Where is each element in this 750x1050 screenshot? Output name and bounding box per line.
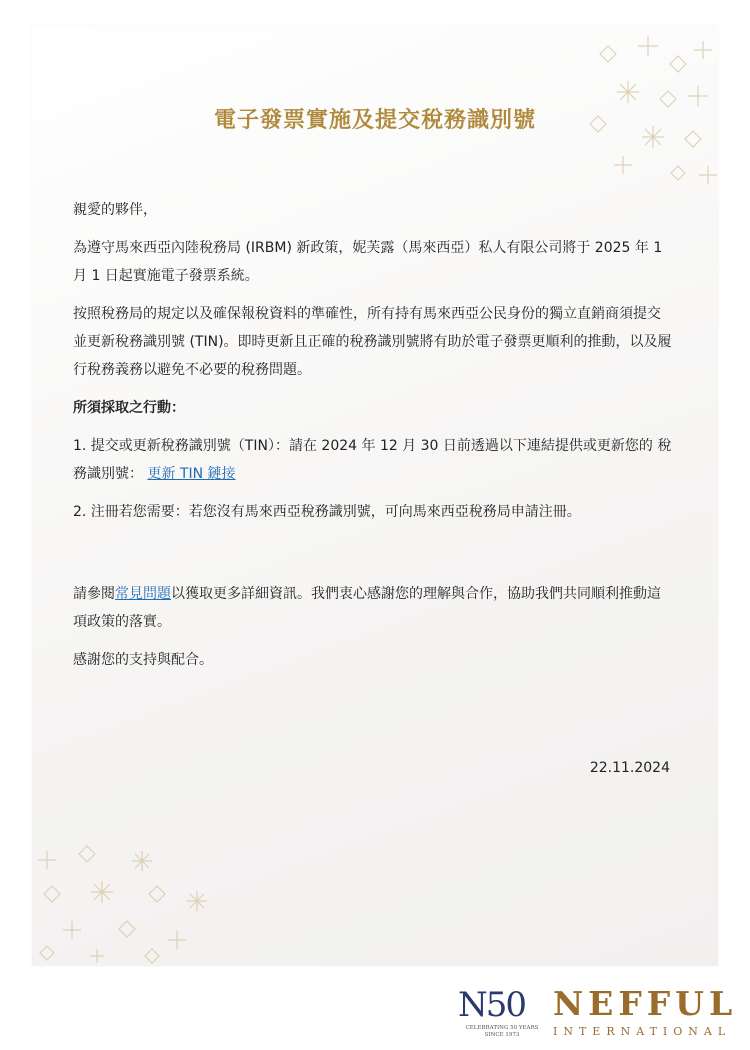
n50-logo-text: N50 <box>458 985 526 1025</box>
n50-tagline <box>458 1025 546 1039</box>
n50-anniversary-logo <box>458 985 546 1043</box>
document-title: 電子發票實施及提交稅務識別號 <box>213 108 536 133</box>
n50-tagline-line-2: SINCE 1973 <box>484 1032 520 1038</box>
update-tin-link[interactable]: 更新 TIN 鏈接 <box>147 466 236 482</box>
letter-date: 22.11.2024 <box>589 760 670 776</box>
faq-prefix: 請參閱 <box>73 586 115 602</box>
thanks-line: 感謝您的支持與配合。 <box>73 652 213 668</box>
faq-link[interactable]: 常見問題 <box>115 586 171 602</box>
faq-suffix: 以獲取更多詳細資訊。我們衷心感謝您的理解與合作，協助我們共同順利推動這項政策的落實。 <box>73 586 661 630</box>
letter-body <box>73 196 673 674</box>
nefful-brand-logo <box>553 985 737 1039</box>
brand-name: NEFFUL <box>553 984 738 1023</box>
action-item-1-text: 1. 提交或更新稅務識別號（TIN）：請在 2024 年 12 月 30 日前透過以下連結提供或更新您的 稅務識別號： <box>73 438 672 482</box>
action-item-1 <box>73 432 673 488</box>
n50-tagline-line-1: CELEBRATING 50 YEARS <box>465 1025 539 1031</box>
action-item-2: 2. 注冊若您需要：若您沒有馬來西亞稅務識別號，可向馬來西亞稅務局申請注冊。 <box>73 504 581 520</box>
paragraph-policy: 為遵守馬來西亞內陸稅務局 (IRBM) 新政策，妮芙露（馬來西亞）私人有限公司將于 2025 年 1 月 1 日起實施電子發票系統。 <box>73 240 663 284</box>
brand-subtitle: INTERNATIONAL <box>553 1025 732 1038</box>
paragraph-faq <box>73 580 673 636</box>
paragraph-requirement: 按照稅務局的規定以及確保報稅資料的準確性，所有持有馬來西亞公民身份的獨立直銷商須提交並更新稅務識別號 (TIN)。即時更新且正確的稅務識別號將有助於電子發票更順利的推動，以及履行稅務義務以避免不必要的稅務問題。 <box>73 306 672 378</box>
greeting: 親愛的夥伴， <box>73 202 157 218</box>
actions-heading: 所須採取之行動： <box>73 400 185 416</box>
decorative-star-pattern-bottom-left <box>32 841 222 966</box>
